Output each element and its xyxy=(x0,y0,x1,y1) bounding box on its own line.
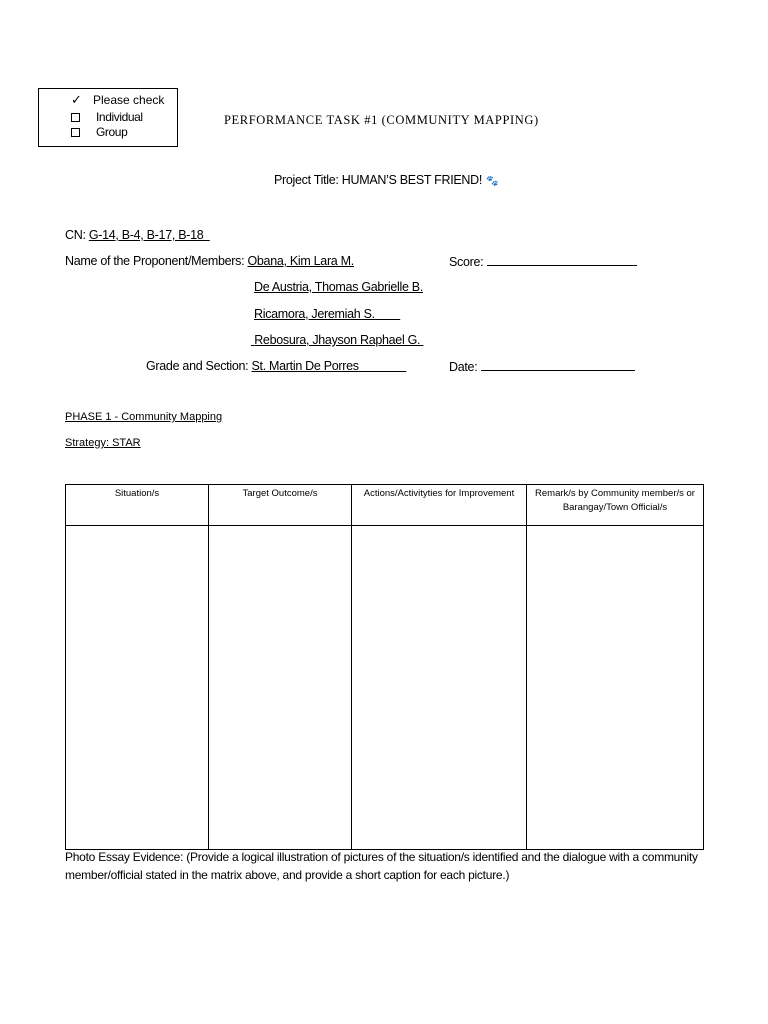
cn-line xyxy=(65,228,210,242)
member-name-2: De Austria, Thomas Gabrielle B. xyxy=(254,280,424,294)
option-individual[interactable] xyxy=(67,110,143,124)
group-checkbox[interactable] xyxy=(71,128,80,137)
individual-label: Individual xyxy=(96,110,143,124)
please-check-row xyxy=(69,93,164,107)
phase-heading: PHASE 1 - Community Mapping xyxy=(65,411,223,423)
group-label: Group xyxy=(96,125,128,139)
score-label: Score: xyxy=(449,255,487,269)
cell-situation[interactable] xyxy=(66,526,209,850)
member-name-4-tail xyxy=(420,333,423,347)
score-blank xyxy=(487,254,637,266)
member-name-4-row xyxy=(251,333,423,347)
project-title-value: HUMAN’S BEST FRIEND! xyxy=(341,173,483,187)
cn-underline-tail xyxy=(203,228,209,242)
grade-value: St. Martin De Porres xyxy=(251,359,359,373)
member-name-1: Obana, Kim Lara M. xyxy=(247,254,354,268)
matrix-header-row xyxy=(66,485,704,526)
grade-line xyxy=(146,359,406,373)
please-check-label: Please check xyxy=(93,93,165,107)
submission-type-panel xyxy=(38,88,178,147)
members-line xyxy=(65,254,354,268)
cn-label: CN: xyxy=(65,228,89,242)
project-title-line xyxy=(274,173,498,187)
members-label: Name of the Proponent/Members: xyxy=(65,254,248,268)
checkmark-icon: ✓ xyxy=(71,92,82,107)
option-group[interactable] xyxy=(67,125,127,139)
matrix-body-row xyxy=(66,526,704,850)
member-name-4: Rebosura, Jhayson Raphael G. xyxy=(254,333,421,347)
header-target-outcome: Target Outcome/s xyxy=(209,485,352,526)
cell-actions[interactable] xyxy=(352,526,527,850)
grade-underline-tail xyxy=(359,359,407,373)
star-matrix-table xyxy=(65,484,704,850)
header-remarks: Remark/s by Community member/s or Barangay/Town Official/s xyxy=(527,485,704,526)
member-name-3-row xyxy=(254,307,400,321)
cn-value: G-14, B-4, B-17, B-18 xyxy=(88,228,204,242)
member-name-3: Ricamora, Jeremiah S. xyxy=(254,307,375,321)
date-line xyxy=(449,359,635,374)
header-situation: Situation/s xyxy=(66,485,209,526)
individual-checkbox[interactable] xyxy=(71,113,80,122)
paw-icon: 🐾 xyxy=(486,176,499,187)
grade-label: Grade and Section: xyxy=(146,359,252,373)
date-label: Date: xyxy=(449,360,481,374)
photo-essay-instructions: Photo Essay Evidence: (Provide a logical illustration of pictures of the situation/s identified and the dialogue with a community member/official stated in the matrix above, and provide a short caption for each picture.) xyxy=(65,850,698,882)
task-title: PERFORMANCE TASK #1 (COMMUNITY MAPPING) xyxy=(224,113,539,127)
member-name-2-row xyxy=(254,280,423,294)
cell-remarks[interactable] xyxy=(527,526,704,850)
cell-target-outcome[interactable] xyxy=(209,526,352,850)
score-line xyxy=(449,254,637,269)
header-actions: Actions/Activityties for Improvement xyxy=(352,485,527,526)
project-title-label: Project Title: xyxy=(274,173,342,187)
member-name-3-tail xyxy=(375,307,400,321)
date-blank xyxy=(481,359,635,371)
strategy-heading: Strategy: STAR xyxy=(65,437,141,449)
